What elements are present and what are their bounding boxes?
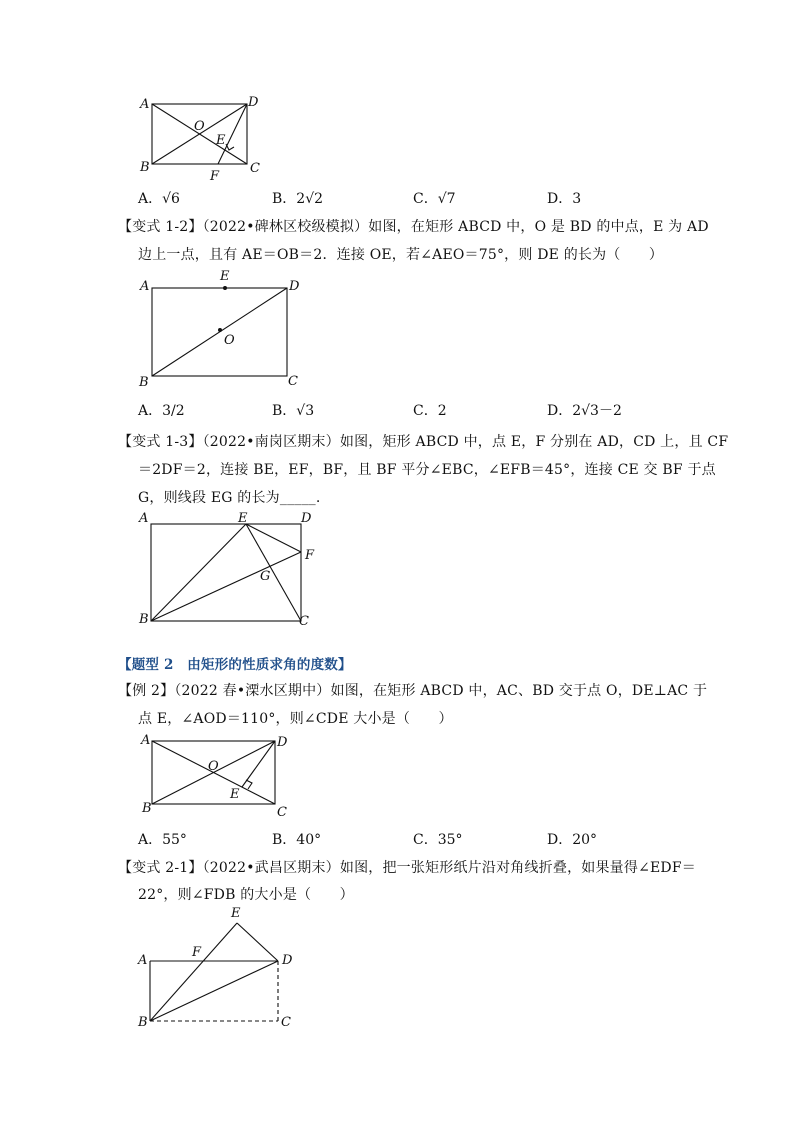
fig4-label-c: C <box>277 805 287 820</box>
fig2-label-d: D <box>289 279 300 294</box>
q12-option-a: A．3/2 <box>138 403 185 419</box>
section-heading-2: 【题型 2 由矩形的性质求角的度数】 <box>118 657 352 673</box>
figure-rectangle-1 <box>130 92 270 182</box>
fig5-label-c: C <box>281 1015 291 1030</box>
q12-text-line2: 边上一点，且有 AE＝OB＝2．连接 OE，若∠AEO＝75°，则 DE 的长为（ ） <box>138 247 664 263</box>
ex2-option-c: C．35° <box>413 832 463 848</box>
q1-option-d: D．3 <box>547 191 582 207</box>
q13-text-line1: 【变式 1-3】（2022•南岗区期末）如图，矩形 ABCD 中，点 E，F 分别在 AD，CD 上，且 CF <box>118 434 729 450</box>
ex2-text-line1: 【例 2】（2022 春•溧水区期中）如图，在矩形 ABCD 中，AC、BD 交于点 O，DE⊥AC 于 <box>118 683 708 699</box>
fig5-label-b: B <box>138 1015 148 1030</box>
ex2-options <box>138 829 738 849</box>
fig3-label-d: D <box>301 511 312 526</box>
figure-fold-5 <box>136 904 306 1034</box>
q12-text-line1: 【变式 1-2】（2022•碑林区校级模拟）如图，在矩形 ABCD 中，O 是 BD 的中点，E 为 AD <box>118 219 709 235</box>
fig4-label-d: D <box>277 735 288 750</box>
fig3-label-a: A <box>139 511 149 526</box>
q1-options <box>138 188 738 208</box>
fig1-label-e: E <box>216 133 226 148</box>
fig2-label-c: C <box>288 374 298 389</box>
fig5-label-f: F <box>192 945 202 960</box>
ex2-option-a: A．55° <box>138 832 187 848</box>
fig1-label-o: O <box>194 119 205 134</box>
fig4-label-a: A <box>141 733 151 748</box>
fig1-label-b: B <box>140 160 150 175</box>
fig2-label-o: O <box>224 333 235 348</box>
figure-rectangle-3 <box>136 508 326 628</box>
fig1-label-d: D <box>248 95 259 110</box>
figure-rectangle-2 <box>136 266 316 396</box>
q1-option-a: A．√6 <box>138 191 180 207</box>
q12-option-d: D．2√3－2 <box>547 403 622 419</box>
figure-rectangle-4 <box>136 728 306 828</box>
fig4-label-b: B <box>142 801 152 816</box>
fig3-label-b: B <box>139 612 149 627</box>
q12-option-b: B．√3 <box>272 403 315 419</box>
fig3-label-e: E <box>238 511 248 526</box>
fig2-label-b: B <box>139 375 149 390</box>
q21-text-line1: 【变式 2-1】（2022•武昌区期末）如图，把一张矩形纸片沿对角线折叠，如果量得∠EDF＝ <box>118 860 696 876</box>
q1-option-b: B．2√2 <box>272 191 324 207</box>
fig3-label-g: G <box>260 569 271 584</box>
q12-option-c: C．2 <box>413 403 447 419</box>
fig3-label-c: C <box>299 614 309 629</box>
fig5-label-d: D <box>282 953 293 968</box>
q13-text-line3: G，则线段 EG 的长为_____. <box>138 490 321 506</box>
q13-text-line2: ＝2DF＝2，连接 BE，EF，BF，且 BF 平分∠EBC，∠EFB＝45°，连接 CE 交 BF 于点 <box>138 462 716 478</box>
ex2-text-line2: 点 E，∠AOD＝110°，则∠CDE 大小是（ ） <box>138 711 453 727</box>
q21-text-line2: 22°，则∠FDB 的大小是（ ） <box>138 887 354 903</box>
q1-option-c: C．√7 <box>413 191 456 207</box>
fig2-label-a: A <box>140 279 150 294</box>
fig5-label-a: A <box>138 953 148 968</box>
fig4-label-o: O <box>208 759 219 774</box>
fig1-label-f: F <box>210 169 220 184</box>
ex2-option-d: D．20° <box>547 832 598 848</box>
fig1-label-c: C <box>250 161 260 176</box>
fig5-label-e: E <box>231 906 241 921</box>
q12-options <box>138 400 738 420</box>
fig3-label-f: F <box>305 548 315 563</box>
fig2-label-e: E <box>220 269 230 284</box>
fig4-label-e: E <box>230 787 240 802</box>
ex2-option-b: B．40° <box>272 832 322 848</box>
fig1-label-a: A <box>140 97 150 112</box>
